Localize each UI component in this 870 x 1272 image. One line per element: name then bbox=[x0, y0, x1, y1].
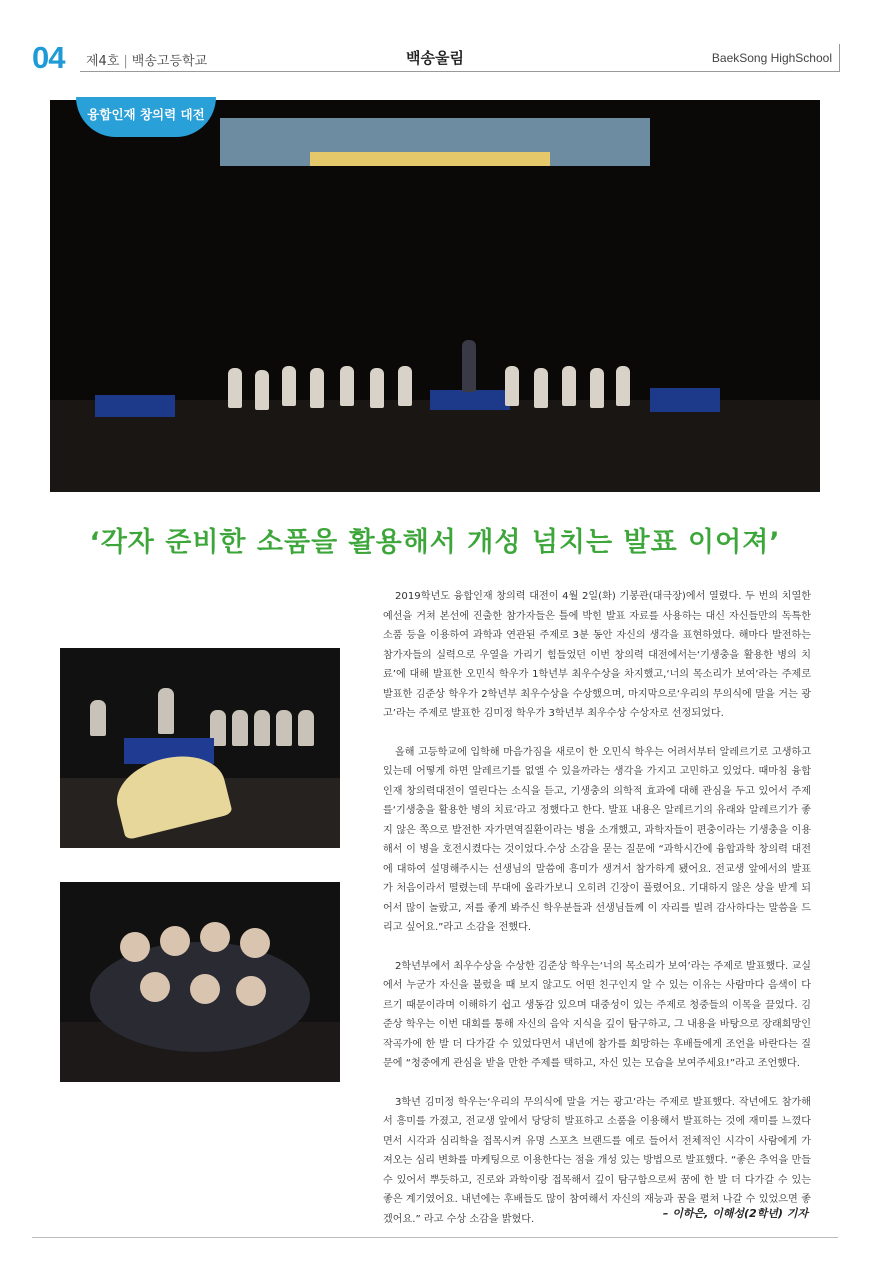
stage-person bbox=[255, 370, 269, 410]
stage-person bbox=[398, 366, 412, 406]
issue-number: 제4호 bbox=[86, 54, 120, 69]
issue-separator: | bbox=[123, 54, 128, 69]
stage-person bbox=[370, 368, 384, 408]
stage-person bbox=[534, 368, 548, 408]
photo-person bbox=[232, 710, 248, 746]
school-name-en: BaekSong HighSchool bbox=[711, 51, 832, 65]
masthead-title: 백송울림 bbox=[406, 49, 464, 67]
stage-person bbox=[590, 368, 604, 408]
photo-face bbox=[240, 928, 270, 958]
stage-person bbox=[310, 368, 324, 408]
stage-table-center bbox=[430, 390, 510, 410]
hero-photo bbox=[50, 100, 820, 492]
stage-person bbox=[562, 366, 576, 406]
article-paragraph: 2019학년도 융합인재 창의력 대전이 4월 2일(화) 기봉관(대극장)에서 열렸다. 두 번의 치열한 예선을 거쳐 본선에 진출한 참가자들은 틀에 박힌 발표 자료를 사용하는 대신 자신들만의 독특한 소품 등을 이용하여 과학과 연관된 주제로 3분 동안 자신의 생각을 표현하였다. 해마다 발전하는 참가자들의 실력으로 우열을 가리기 힘들었던 이번 창의력 대전에서는‘기생충을 활용한 병의 치료’에 대해 발표한 오민식 학우가 1학년부 최우수상을 차지했고,‘너의 목소리가 보여’라는 주제로 발표한 김준상 학우가 2학년부 최우수상을 수상했으며, 마지막으로‘우리의 무의식에 말을 거는 광고’라는 주제로 발표한 김미정 학우가 3학년부 최우수상 수상자로 선정되었다. bbox=[383, 591, 811, 719]
photo-person bbox=[276, 710, 292, 746]
stage-person bbox=[282, 366, 296, 406]
stage-table-right bbox=[650, 388, 720, 412]
article-paragraph: 2학년부에서 최우수상을 수상한 김준상 학우는‘너의 목소리가 보여’라는 주제로 발표했다. 교실에서 누군가 자신을 불렀을 때 보지 않고도 어떤 친구인지 알 수 있는 이유는 사람마다 음색이 다르기 때문이라며 이해하기 쉽고 생동감 있으며 대중성이 있는 주제로 청중들의 이목을 끌었다. 김준상 학우는 이번 대회를 통해 자신의 음악 지식을 깊이 탐구하고, 그 내용을 바탕으로 장래희망인 작곡가에 한 발 더 다가갈 수 있었다면서 내년에 참가를 희망하는 후배들에게 조언을 바란다는 질문에 “청중에게 관심을 받을 만한 주제를 택하고, 자신 있는 모습을 보여주세요!”라고 조언했다. bbox=[383, 960, 811, 1069]
school-name-ko: 백송고등학교 bbox=[131, 54, 208, 69]
stage-banner-stripe bbox=[310, 152, 550, 166]
photo-group bbox=[60, 882, 340, 1082]
page-number: 04 bbox=[32, 40, 65, 75]
photo-stage-presentation bbox=[60, 648, 340, 848]
article-paragraph: 올해 고등학교에 입학해 마음가짐을 새로이 한 오민식 학우는 어려서부터 알레르기로 고생하고 있는데 어떻게 하면 알레르기를 없앨 수 있을까라는 생각을 가지고 고민하고 있었다. 때마침 융합인재 창의력대전이 열린다는 소식을 듣고, 기생충의 의학적 효과에 대해 관심을 두고 있어서 주제를‘기생충을 활용한 병의 치료’라고 정했다고 한다. 발표 내용은 알레르기의 유래와 알레르기가 좋지 않은 쪽으로 발전한 자가면역질환이라는 병을 소개했고, 과학자들이 편충이라는 기생충을 이용해서 이 병을 호전시켰다는 것이었다.수상 소감을 묻는 질문에 “과학시간에 융합과학 창의력 대전에 대하여 설명해주시는 선생님의 말씀에 흥미가 생겨서 참가하게 됐어요. 전교생 앞에서의 발표가 처음이라서 떨렸는데 무대에 올라가보니 오히려 긴장이 풀렸어요. 기대하지 않은 상을 받게 되어서 많이 놀랐고, 저를 좋게 봐주신 학우분들과 선생님들께 이 자리를 빌려 감사하다는 말씀을 드리고 싶어요.”라고 소감을 전했다. bbox=[383, 746, 811, 933]
stage-person bbox=[616, 366, 630, 406]
article-byline: – 이하은, 이해성(2학년) 기자 bbox=[662, 1207, 808, 1220]
photo-face bbox=[120, 932, 150, 962]
stage-person bbox=[228, 368, 242, 408]
footer-rule bbox=[32, 1237, 838, 1238]
stage-table-left bbox=[95, 395, 175, 417]
article-headline: ‘각자 준비한 소품을 활용해서 개성 넘치는 발표 이어져’ bbox=[89, 527, 781, 558]
photo-face bbox=[190, 974, 220, 1004]
header-rule bbox=[80, 71, 840, 72]
photo-face bbox=[236, 976, 266, 1006]
photo-person bbox=[90, 700, 106, 736]
photo-person bbox=[254, 710, 270, 746]
photo-presenter bbox=[158, 688, 174, 734]
photo-person bbox=[298, 710, 314, 746]
photo-face bbox=[200, 922, 230, 952]
stage-person bbox=[340, 366, 354, 406]
category-badge: 융합인재 창의력 대전 bbox=[76, 97, 216, 137]
article-body bbox=[383, 587, 811, 1248]
page-header bbox=[0, 0, 870, 80]
header-rule-vertical bbox=[839, 44, 840, 72]
photo-face bbox=[140, 972, 170, 1002]
photo-face bbox=[160, 926, 190, 956]
stage-presenter bbox=[462, 340, 476, 392]
article-paragraph: 3학년 김미정 학우는‘우리의 무의식에 말을 거는 광고’라는 주제로 발표했다. 작년에도 참가해서 흥미를 가졌고, 전교생 앞에서 당당히 발표하고 소품을 이용해서 발표하는 것에 재미를 느꼈다면서 시각과 심리학을 접목시켜 유명 스포츠 브랜드를 예로 들어서 전체적인 시각이 사람에게 가져오는 심리 변화를 마케팅으로 이용한다는 점을 개성 있는 방법으로 발표했다. “좋은 추억을 만들 수 있어서 뿌듯하고, 진로와 과학이랑 접목해서 깊이 탐구함으로써 꿈에 한 발 더 다가갈 수 있는 좋은 계기였어요. 내년에는 후배들도 많이 참여해서 자신의 재능과 꿈을 펼쳐 나갈 수 있었으면 좋겠어요.” 라고 수상 소감을 밝혔다. bbox=[383, 1096, 811, 1225]
stage-person bbox=[505, 366, 519, 406]
